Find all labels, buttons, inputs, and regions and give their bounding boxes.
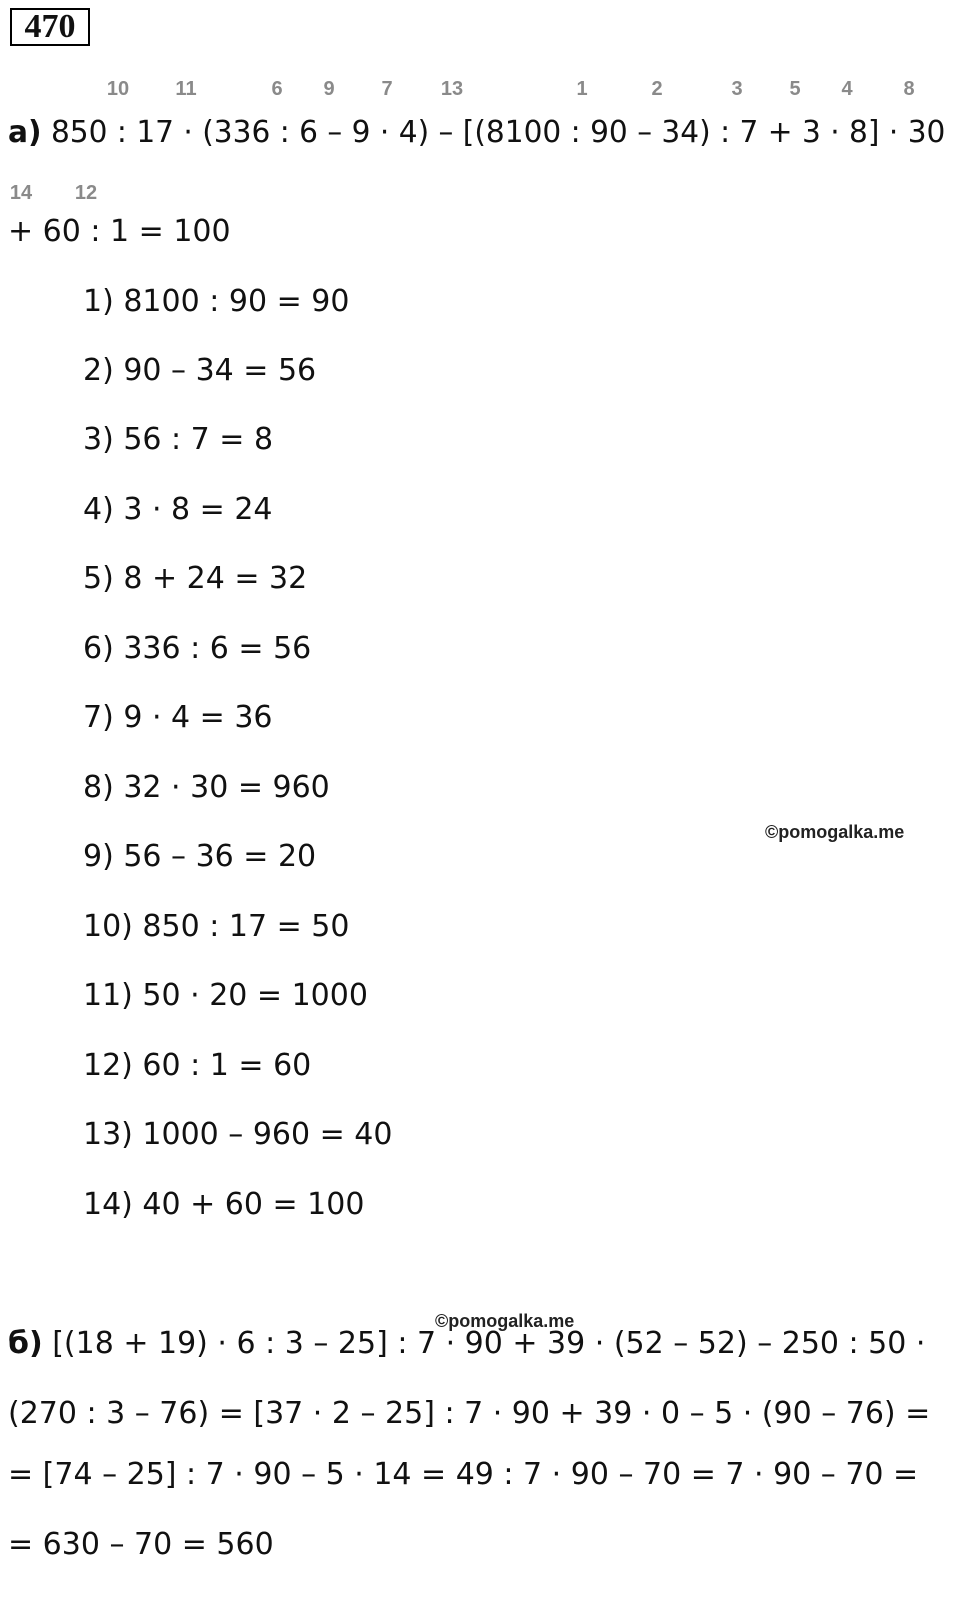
solution-step: 10) 850 : 17 = 50 [83, 909, 350, 944]
order-mark: 5 [789, 78, 801, 100]
order-mark: 4 [841, 78, 853, 100]
order-mark: 12 [74, 182, 98, 204]
order-mark: 9 [323, 78, 335, 100]
part-a-expression-text: 850 : 17 · (336 : 6 – 9 · 4) – [(8100 : 90 – 34) : 7 + 3 · 8] · 30 [50, 115, 946, 150]
solution-step: 1) 8100 : 90 = 90 [83, 284, 350, 319]
solution-step: 4) 3 · 8 = 24 [83, 492, 273, 527]
problem-number: 470 [10, 8, 90, 46]
order-mark: 11 [175, 78, 197, 100]
part-a-expression-line1 [8, 115, 945, 151]
order-mark: 10 [106, 78, 130, 100]
order-mark: 13 [440, 78, 464, 100]
solution-step: 11) 50 · 20 = 1000 [83, 978, 368, 1013]
order-mark: 3 [731, 78, 743, 100]
part-b-line4: = 630 – 70 = 560 [8, 1527, 274, 1562]
solution-step: 9) 56 – 36 = 20 [83, 839, 317, 874]
order-mark: 6 [271, 78, 283, 100]
solution-step: 13) 1000 – 960 = 40 [83, 1117, 393, 1152]
part-b-line3: = [74 – 25] : 7 · 90 – 5 · 14 = 49 : 7 · 90 – 70 = 7 · 90 – 70 = [8, 1457, 919, 1492]
solution-step: 12) 60 : 1 = 60 [83, 1048, 312, 1083]
solution-step: 5) 8 + 24 = 32 [83, 561, 308, 596]
part-b-label: б) [8, 1326, 43, 1361]
order-mark: 7 [381, 78, 393, 100]
watermark: ©pomogalka.me [765, 822, 905, 842]
solution-step: 3) 56 : 7 = 8 [83, 422, 274, 457]
order-mark: 14 [9, 182, 33, 204]
part-b-line1 [8, 1326, 925, 1362]
solution-step: 8) 32 · 30 = 960 [83, 770, 330, 805]
solution-step: 2) 90 – 34 = 56 [83, 353, 317, 388]
part-a-label: а) [8, 115, 42, 150]
solution-step: 6) 336 : 6 = 56 [83, 631, 312, 666]
solution-step: 7) 9 · 4 = 36 [83, 700, 273, 735]
watermark: ©pomogalka.me [435, 1311, 575, 1331]
part-a-expression-line2: + 60 : 1 = 100 [8, 214, 231, 249]
order-mark: 1 [576, 78, 588, 100]
part-b-line1-text: [(18 + 19) · 6 : 3 – 25] : 7 · 90 + 39 · (52 – 52) – 250 : 50 · [52, 1326, 926, 1361]
order-mark: 8 [903, 78, 915, 100]
order-mark: 2 [651, 78, 663, 100]
solution-step: 14) 40 + 60 = 100 [83, 1187, 365, 1222]
part-b-line2: (270 : 3 – 76) = [37 · 2 – 25] : 7 · 90 + 39 · 0 – 5 · (90 – 76) = [8, 1396, 931, 1431]
